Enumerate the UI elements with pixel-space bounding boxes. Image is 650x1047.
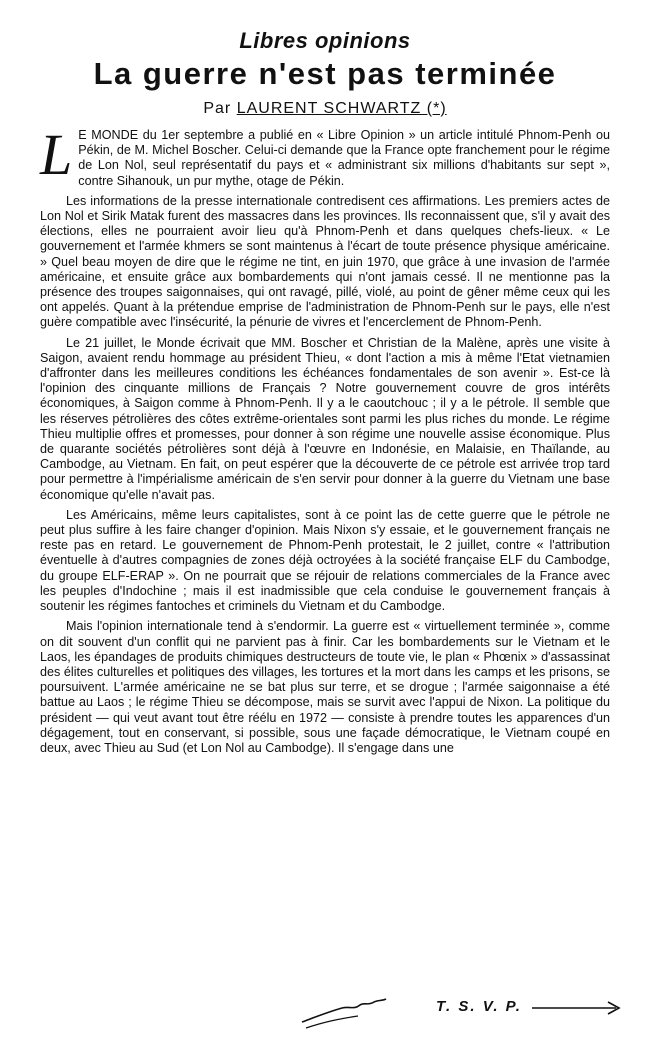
- article-paragraph-5: Mais l'opinion internationale tend à s'endormir. La guerre est « virtuellement terminée », comme on dit souvent d'un conflit qui ne parvient pas à finir. Car les bombardements sur le Vietnam et le Laos, les épandages de produits chimiques destructeurs de toute vie, le plan « Phœnix » d'assassinat des élites culturelles et politiques des villages, les tortures et la mort dans les camps et les prisons, se poursuivent. L'armée américaine ne se bat plus sur terre, et se drogue ; l'armée saigonnaise a été battue au Laos ; le régime Thieu se décompose, mais se survit avec l'appui de Nixon. La politique du président — qui veut avant tout être réélu en 1972 — consiste à prendre toutes les apparences d'un dégagement, tout en conservant, si possible, sous une façade démocratique, le Vietnam coupé en deux, avec Thieu au Sud (et Lon Nol au Cambodge). Il s'engage dans une: [40, 619, 610, 755]
- byline-prefix: Par: [203, 100, 232, 117]
- article-paragraph-3: Le 21 juillet, le Monde écrivait que MM. Boscher et Christian de la Malène, après une visite à Saigon, avaient rendu hommage au président Thieu, « dont l'action a mis à même l'Etat vietnamien d'affronter dans les meilleures conditions les échéances fondamentales de son avenir ». Est-ce là l'opinion des cinquante millions de Français ? Notre gouvernement couvre de gros intérêts économiques, à Saigon comme à Phnom-Penh. Il y a le caoutchouc ; il y a le pétrole. Il semble que les réserves pétrolières des côtes extrême-orientales sont parmi les plus riches du monde. Le régime Thieu multiplie offres et promesses, pour donner à son régime une nouvelle assise économique. Plus de quarante sociétés pétrolières sont déjà à l'œuvre en Indonésie, en Malaisie, en Thaïlande, au Cambodge, au Vietnam. En fait, on peut espérer que la découverte de ce pétrole est arrivée trop tard pour permettre à l'impérialisme américain de s'en servir pour donner à la guerre du Vietnam une base économique qu'elle n'avait pas.: [40, 335, 610, 502]
- article-body: [40, 122, 610, 761]
- article-paragraph-1: [40, 122, 610, 189]
- handwritten-signature: [298, 992, 388, 1032]
- article-headline: La guerre n'est pas terminée: [93, 56, 557, 91]
- article-paragraph-2: Les informations de la presse internationale contredisent ces affirmations. Les premiers actes de Lon Nol et Sirik Matak furent des massacres dans les provinces. Ils reconnaissent que, s'il y avait des élections, elles ne pourraient avoir lieu qu'à Phnom-Penh et dans quelques chefs-lieux. « Le gouvernement et l'armée khmers se sont maintenus à l'écart de toute présence physique américaine. » Quel beau moyen de dire que le régime ne tint, en juin 1970, que grâce à une invasion de l'armée américaine, et ensuite grâce aux bombardements qui n'ont jamais cessé. Il ne mentionne pas la présence des troupes saigonnaises, qui ont ravagé, pillé, violé, au point de gêner même ceux qui les ont appelés. Quant à la prétendue emprise de l'administration de Phnom-Penh sur le pays, elle n'est guère compatible avec l'insécurité, la pénurie de vivres et l'encerclement de Phnom-Penh.: [40, 193, 610, 330]
- section-kicker: Libres opinions: [239, 28, 411, 53]
- paragraph-text: E MONDE du 1er septembre a publié en « Libre Opinion » un article intitulé Phnom-Penh ou Pékin, de M. Michel Boscher. Celui-ci demande que la France opte franchement pour le régime de Lon Nol, seul représentatif du pays et « administrant six millions d'habitants sur sept », contre Sihanouk, un pur mythe, otage de Pékin.: [78, 128, 610, 188]
- arrow-right-icon: [530, 1000, 622, 1016]
- drop-cap: L: [40, 122, 73, 187]
- author-name: LAURENT SCHWARTZ (*): [236, 100, 447, 117]
- article-paragraph-4: Les Américains, même leurs capitalistes, sont à ce point las de cette guerre que le pétrole ne peut plus suffire à les faire changer d'opinion. Mais Nixon s'y essaie, et le gouvernement français ne reste pas en retard. Le gouvernement de Phnom-Penh protestait, le 2 juillet, contre « l'attribution éventuelle à d'autres compagnies de zones déjà octroyées à la société française ELF du Cambodge, du groupe ELF-ERAP ». On ne pourrait que se réjouir de relations commerciales de la France avec les peuples d'Indochine ; mais il est inadmissible que cela conduise le gouvernement français à soutenir les régimes fantoches et criminels du Vietnam et du Cambodge.: [40, 507, 610, 614]
- continued-note: T. S. V. P.: [436, 998, 522, 1015]
- article-byline: [0, 100, 650, 118]
